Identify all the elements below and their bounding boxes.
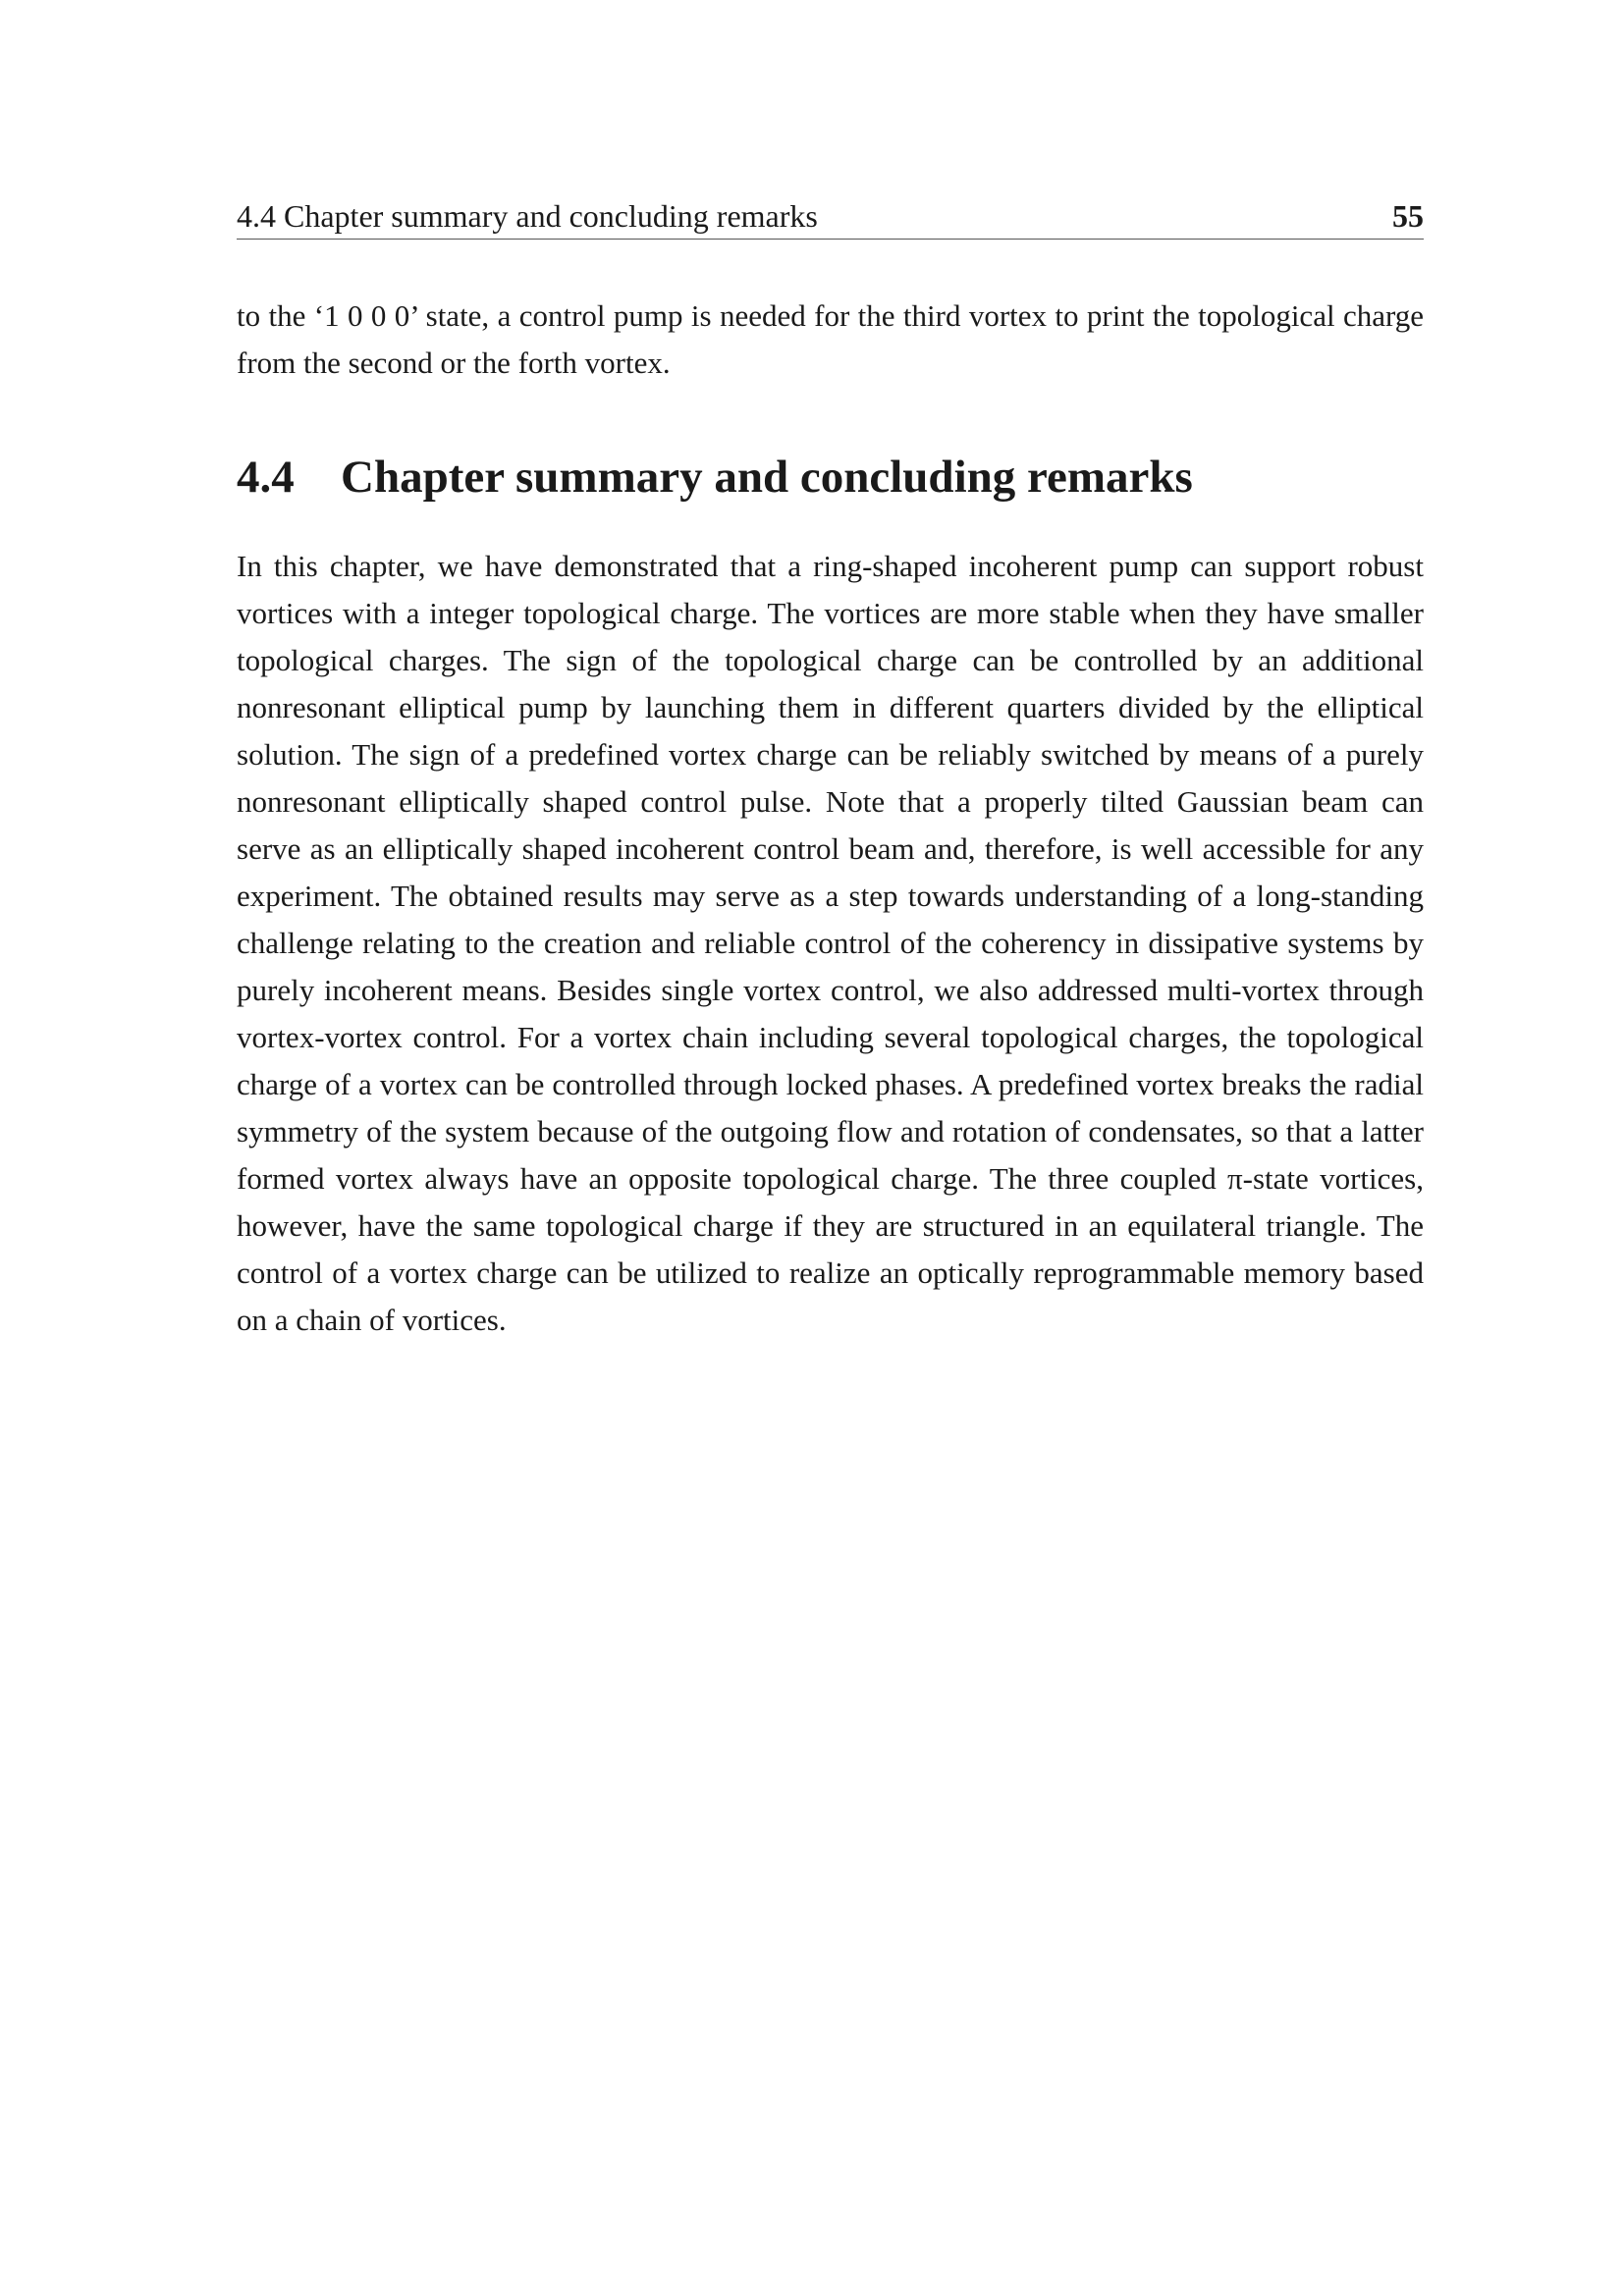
section-heading [237, 448, 1424, 507]
section-title: Chapter summary and concluding remarks [341, 452, 1193, 503]
running-header [237, 196, 1424, 240]
summary-paragraph: In this chapter, we have demonstrated that a ring-shaped incoherent pump can support robust vortices with a integer topological charge. The vortices are more stable when they have smaller topological charges. The sign of the topological charge can be controlled by an additional nonresonant elliptical pump by launching them in different quarters divided by the elliptical solution. The sign of a predefined vortex charge can be reliably switched by means of a purely nonresonant elliptically shaped control pulse. Note that a properly tilted Gaussian beam can serve as an elliptically shaped incoherent control beam and, therefore, is well accessible for any experiment. The obtained results may serve as a step towards understanding of a long-standing challenge relating to the creation and reliable control of the coherency in dissipative systems by purely incoherent means. Besides single vortex control, we also addressed multi-vortex through vortex-vortex control. For a vortex chain including several topological charges, the topological charge of a vortex can be controlled through locked phases. A predefined vortex breaks the radial symmetry of the system because of the outgoing flow and rotation of condensates, so that a latter formed vortex always have an opposite topological charge. The three coupled π-state vortices, however, have the same topological charge if they are structured in an equilateral triangle. The control of a vortex charge can be utilized to realize an optically reprogrammable memory based on a chain of vortices. [237, 549, 1424, 1337]
running-header-title: 4.4 Chapter summary and concluding remarks [237, 198, 818, 234]
continuation-paragraph: to the ‘1 0 0 0’ state, a control pump is needed for the third vortex to print the topological charge from the second or the forth vortex. [237, 298, 1424, 380]
page-number: 55 [1392, 198, 1424, 234]
section-number: 4.4 [237, 452, 295, 503]
